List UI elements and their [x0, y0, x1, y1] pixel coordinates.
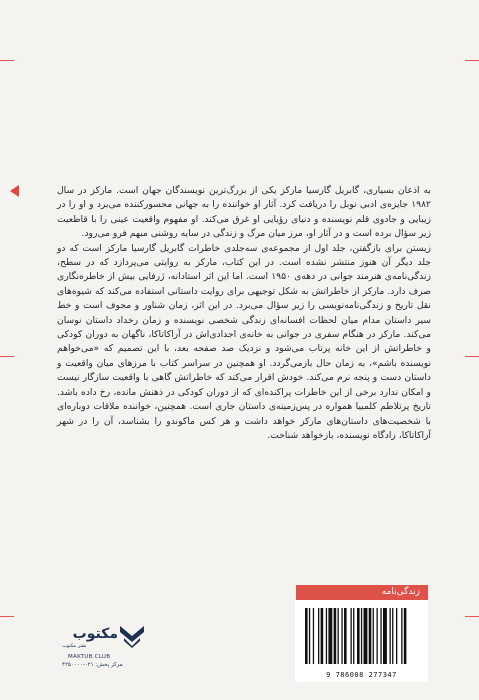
publisher-name: مکتوب — [72, 626, 118, 642]
maktub-logo-icon — [118, 624, 146, 648]
edge-rule-left-top — [0, 60, 14, 61]
isbn-number: 9 786008 277347 — [326, 671, 397, 679]
edge-rule-right-bottom — [465, 616, 479, 617]
arrow-marker-icon — [10, 185, 19, 197]
blurb-paragraph-2: زیستن برای بازگفتن، جلد اول از مجموعه‌ی سه‌جلدی خاطرات گابریل گارسیا مارکز است که دو جلد دیگر آن هنوز منتشر نشده است. در این کتاب، مارکز به روایتی می‌پردازد که در سطح، زندگی‌نامه‌ی هنرمند جوانی در دهه‌ی ۱۹۵۰ است. اما این اثر استادانه، ژرفایی بیش از خاطره‌نگاری صرف دارد. مارکز از خاطراتش به شکل توجیهی برای روایت داستانی استفاده می‌کند که شیوه‌های نقل تاریخ و زندگی‌نامه‌نویسی را زیر سؤال می‌برد. در این اثر، زمان شناور و مجوف است و خط سیر داستان مدام میان لحظات افسانه‌ای زندگی شخصی نویسنده و زمان رخداد داستان نوسان می‌کند. مارکز در هنگام سفری در جوانی به خانه‌ی اجدادی‌اش در آراکاتاکا، ناگهان به دوران کودکی و خاطراتش از این خانه پرتاب می‌شود و نزدیک صد صفحه بعد، با این تصمیم که «می‌خواهم نویسنده باشم»، به زمان حال بازمی‌گردد. او همچنین در سراسر کتاب با مرزهای میان واقعیت و داستان دست و پنجه نرم می‌کند. خودش اقرار می‌کند که خاطراتش گاهی با واقعیت سازگار نیست و امکان ندارد برخی از این خاطرات پراکنده‌ای که از دوران کودکی در ذهنش مانده، رخ داده باشد. تاریخ پرتلاطم کلمبیا همواره در پس‌زمینه‌ی داستان جاری است. همچنین، خواننده ملاقات دوباره‌ای با شخصیت‌های داستان‌های مارکز خواهد داشت و هر کس ماکوندو را بشناسد، آن را در شهر آراکاتاکا، زادگاه نویسنده، بازخواهد شناخت. — [57, 242, 431, 441]
blurb-paragraph-1: به اذعان بسیاری، گابریل گارسیا مارکز یکی از بزرگ‌ترین نویسندگان جهان است. مارکز در سال ۱۹۸۲ جایزه‌ی ادبی نوبل را دریافت کرد. آثار او خواننده را به جهانی محسورکننده می‌برد و او را در زیبایی و جادوی قلم نویسنده و دنیای رؤیایی او غرق می‌کند. او مفهوم واقعیت عینی را با قاطعیت زیر سؤال برده است و در آثار او، مرز میان مرگ و زندگی در سایه روشنی مبهم فرو می‌رود. — [57, 185, 431, 240]
publisher-logo — [58, 624, 148, 676]
barcode-icon — [295, 600, 428, 668]
publisher-phone: مرکز پخش: ۰۲۱-۴۲۵۰۰۰۰ — [62, 662, 123, 668]
blurb-text — [57, 184, 431, 443]
edge-rule-right-top — [465, 60, 479, 61]
publisher-subtitle: نشر مکتوب — [62, 643, 87, 649]
barcode-box — [295, 600, 428, 682]
edge-rule-left-bottom — [0, 616, 14, 617]
category-tag: زندگی‌نامه — [296, 585, 428, 600]
edge-rule-left-middle — [0, 356, 14, 357]
edge-rule-right-middle — [465, 356, 479, 357]
publisher-url: MAKTUB.CLUB — [68, 654, 111, 660]
